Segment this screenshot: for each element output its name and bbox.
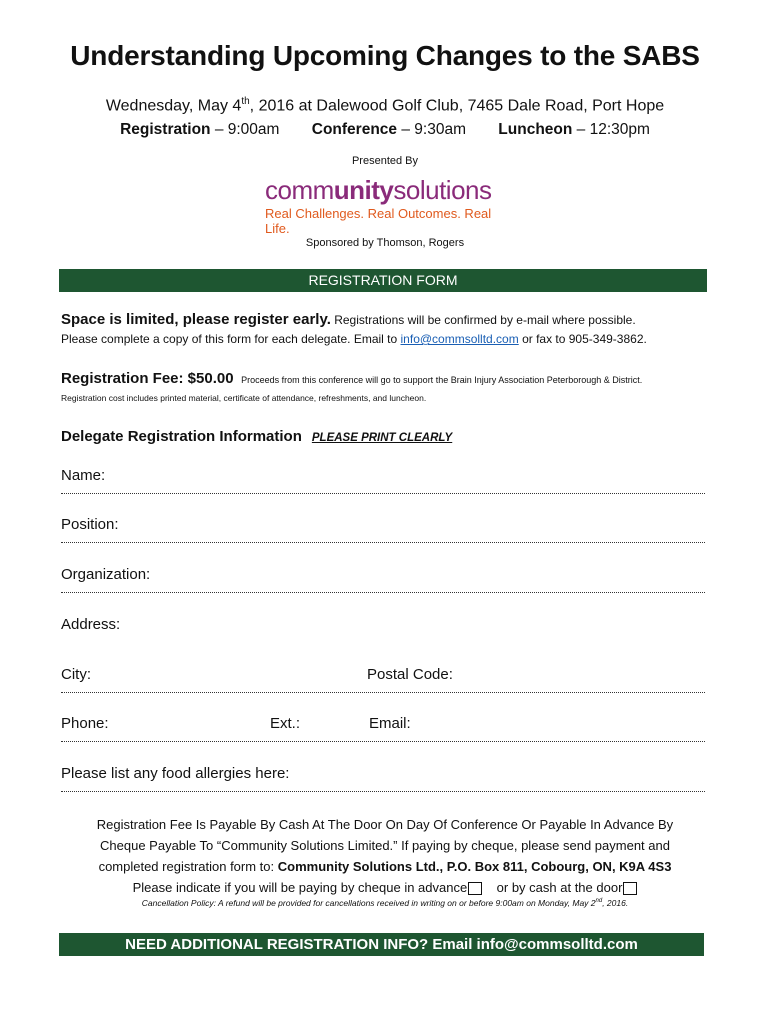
sponsored-by: Sponsored by Thomson, Rogers [305,237,465,249]
logo-tagline: Real Challenges. Real Outcomes. Real Life. [265,206,492,236]
address-field[interactable] [61,616,705,642]
logo-wordmark: communitysolutions [265,175,492,205]
cancellation-policy: Cancellation Policy: A refund will be provided for cancellations received in writing on or before 9:00am on Monday, May 2nd, 2016. [141,898,629,908]
schedule-conference: Conference – 9:30am [311,121,466,138]
presented-by: Presented By [351,155,419,167]
position-label: Position: [61,516,119,533]
allergies-field[interactable] [61,765,705,792]
date-suffix: th [241,96,250,107]
fee-label: Registration Fee: $50.00 [61,370,234,387]
organization-field[interactable] [61,566,705,593]
phone-email-field[interactable] [61,715,705,742]
community-solutions-logo [265,175,515,236]
print-clearly-note: PLEASE PRINT CLEARLY [311,432,453,444]
phone-label: Phone: [61,715,109,732]
position-field[interactable] [61,516,705,543]
payment-line-2: Cheque Payable To “Community Solutions Limited.” If paying by cheque, please send payment and [100,838,670,853]
schedule-registration: Registration – 9:00am [120,121,280,138]
allergies-label: Please list any food allergies here: [61,765,290,782]
city-label: City: [61,666,91,683]
name-label: Name: [61,467,106,484]
registration-fee [61,370,642,387]
date-location: , 2016 at Dalewood Golf Club, 7465 Dale Road, Port Hope [249,97,665,115]
event-dateline [0,96,770,115]
fee-includes: Registration cost includes printed material, certificate of attendance, refreshments, and luncheon. [61,393,427,403]
cash-checkbox[interactable] [623,882,637,895]
delegate-heading: Delegate Registration Information PLEASE PRINT CLEARLY [61,428,453,445]
registration-form-banner: REGISTRATION FORM [59,269,707,292]
space-limited-line: Space is limited, please register early. Registrations will be confirmed by e-mail where possible. [61,311,636,328]
payment-method-line: Please indicate if you will be paying by cheque in advance or by cash at the door [0,877,770,898]
additional-info-banner: NEED ADDITIONAL REGISTRATION INFO? Email info@commsolltd.com [59,933,704,956]
organization-label: Organization: [61,566,151,583]
name-field[interactable] [61,467,705,494]
ext-label: Ext.: [270,715,301,732]
postal-code-label: Postal Code: [367,666,453,683]
city-postal-field[interactable] [61,666,705,693]
schedule-luncheon: Luncheon – 12:30pm [498,121,650,138]
page-title: Understanding Upcoming Changes to the SABS [70,40,700,71]
date-prefix: Wednesday, May 4 [105,97,242,115]
email-label: Email: [369,715,411,732]
payment-line-3: completed registration form to: Community Solutions Ltd., P.O. Box 811, Cobourg, ON, K9A 4S3 [98,859,672,874]
payment-line-1: Registration Fee Is Payable By Cash At The Door On Day Of Conference Or Payable In Advance By [96,817,674,832]
event-schedule [0,121,770,139]
address-label: Address: [61,616,121,633]
email-link[interactable]: info@commsolltd.com [400,332,519,346]
cheque-checkbox[interactable] [468,882,482,895]
fee-proceeds: Proceeds from this conference will go to support the Brain Injury Association Peterborough & District. [241,375,643,385]
payment-instructions [0,814,770,898]
copy-instructions: Please complete a copy of this form for each delegate. Email to info@commsolltd.com or fax to 905-349-3862. [61,332,647,346]
